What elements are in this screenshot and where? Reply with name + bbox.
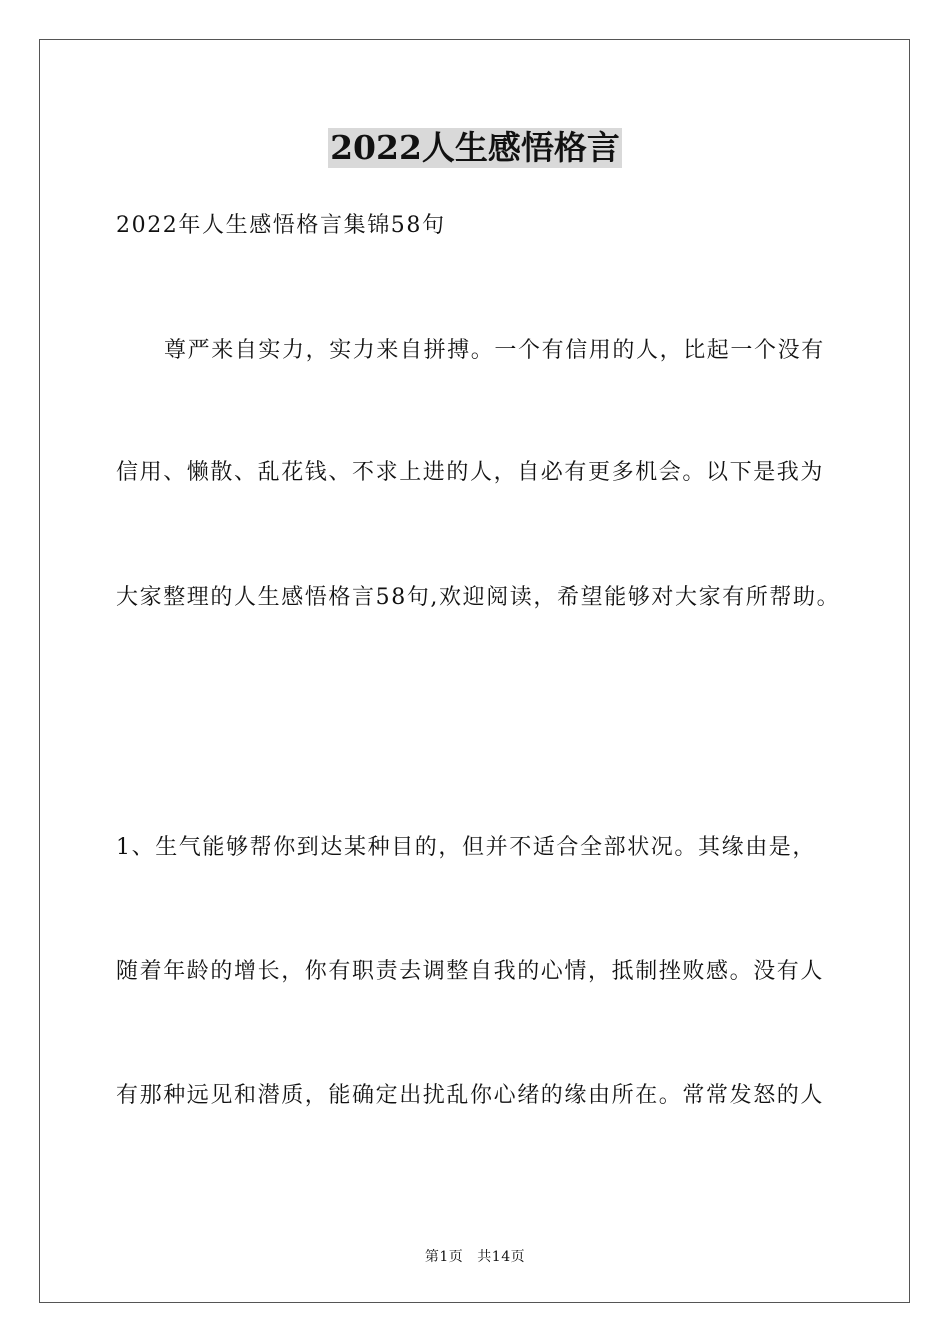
footer-page-current: 第1页 — [424, 1249, 464, 1265]
document-subtitle: 2022年人生感悟格言集锦58句 — [116, 213, 446, 238]
title-container — [0, 128, 950, 168]
footer-page-total: 共14页 — [477, 1249, 526, 1265]
page-footer — [0, 1248, 950, 1266]
paragraph-line: 大家整理的人生感悟格言58句,欢迎阅读，希望能够对大家有所帮助。 — [116, 585, 841, 610]
paragraph-line: 信用、懒散、乱花钱、不求上进的人，自必有更多机会。以下是我为 — [116, 460, 825, 485]
document-title: 2022人生感悟格言 — [330, 128, 620, 167]
paragraph-line: 尊严来自实力，实力来自拼搏。一个有信用的人，比起一个没有 — [164, 338, 825, 363]
paragraph-line: 随着年龄的增长，你有职责去调整自我的心情，抵制挫败感。没有人 — [116, 959, 825, 984]
paragraph-line: 有那种远见和潜质，能确定出扰乱你心绪的缘由所在。常常发怒的人 — [116, 1083, 825, 1108]
paragraph-line: 1、生气能够帮你到达某种目的，但并不适合全部状况。其缘由是， — [116, 835, 816, 860]
